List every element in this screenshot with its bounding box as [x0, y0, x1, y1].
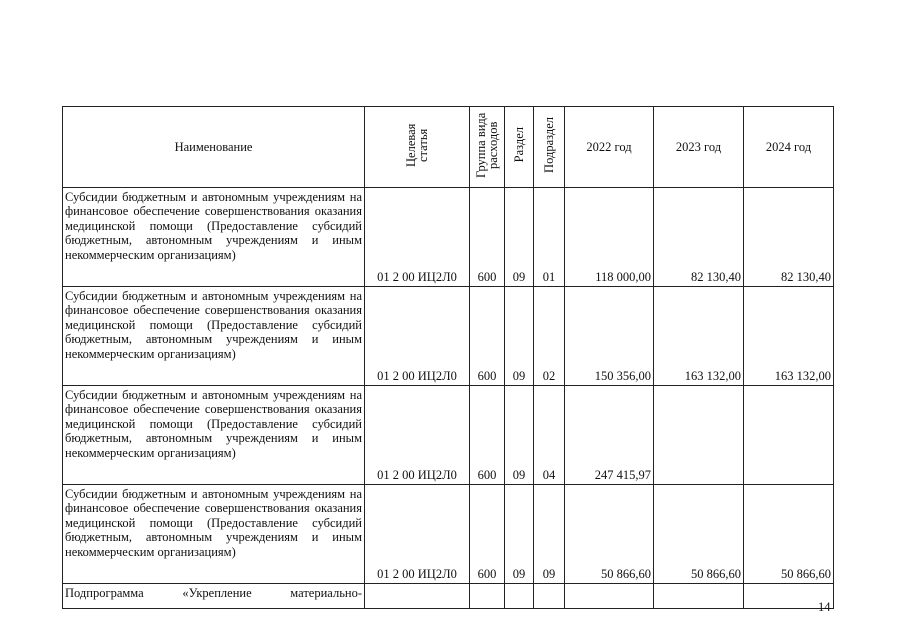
header-subsection: Подраздел: [534, 107, 565, 188]
row-name: Субсидии бюджетным и автономным учреждениям на финансовое обеспечение совершенствования оказания медицинской помощи (Предоставление субсидий бюджетным, автономным учреждениям и иным некоммерческим организациям): [63, 484, 365, 583]
row-amount-2023: [654, 583, 744, 608]
budget-table: [62, 106, 834, 609]
row-expense-group: 600: [470, 385, 505, 484]
row-amount-2022: 50 866,60: [565, 484, 654, 583]
row-amount-2022: 118 000,00: [565, 187, 654, 286]
header-target-article: Целевая статья: [365, 107, 470, 188]
row-name: Субсидии бюджетным и автономным учреждениям на финансовое обеспечение совершенствования оказания медицинской помощи (Предоставление субсидий бюджетным, автономным учреждениям и иным некоммерческим организациям): [63, 187, 365, 286]
row-amount-2023: 163 132,00: [654, 286, 744, 385]
row-amount-2023: 50 866,60: [654, 484, 744, 583]
row-target-article: [365, 583, 470, 608]
row-expense-group: [470, 583, 505, 608]
header-expense-group: Группа вида расходов: [470, 107, 505, 188]
row-target-article: 01 2 00 ИЦ2Л0: [365, 484, 470, 583]
row-section: [505, 583, 534, 608]
row-subsection: 01: [534, 187, 565, 286]
row-target-article: 01 2 00 ИЦ2Л0: [365, 187, 470, 286]
table-row: [63, 187, 834, 286]
header-name: Наименование: [63, 107, 365, 188]
row-target-article: 01 2 00 ИЦ2Л0: [365, 385, 470, 484]
row-amount-2024: 163 132,00: [744, 286, 834, 385]
header-year-2022: 2022 год: [565, 107, 654, 188]
row-expense-group: 600: [470, 187, 505, 286]
table-row: [63, 385, 834, 484]
header-year-2024: 2024 год: [744, 107, 834, 188]
table-header-row: [63, 107, 834, 188]
row-amount-2022: [565, 583, 654, 608]
header-year-2023: 2023 год: [654, 107, 744, 188]
row-section: 09: [505, 187, 534, 286]
row-amount-2022: 247 415,97: [565, 385, 654, 484]
row-amount-2023: 82 130,40: [654, 187, 744, 286]
row-section: 09: [505, 484, 534, 583]
table-row: [63, 286, 834, 385]
row-subsection: 02: [534, 286, 565, 385]
row-expense-group: 600: [470, 484, 505, 583]
row-target-article: 01 2 00 ИЦ2Л0: [365, 286, 470, 385]
row-amount-2023: [654, 385, 744, 484]
row-section: 09: [505, 385, 534, 484]
header-section: Раздел: [505, 107, 534, 188]
row-amount-2024: [744, 385, 834, 484]
row-name: Субсидии бюджетным и автономным учреждениям на финансовое обеспечение совершенствования оказания медицинской помощи (Предоставление субсидий бюджетным, автономным учреждениям и иным некоммерческим организациям): [63, 286, 365, 385]
page-number: 14: [818, 600, 831, 614]
row-expense-group: 600: [470, 286, 505, 385]
row-amount-2024: 50 866,60: [744, 484, 834, 583]
row-amount-2024: 82 130,40: [744, 187, 834, 286]
row-subsection: 04: [534, 385, 565, 484]
row-section: 09: [505, 286, 534, 385]
row-name: Субсидии бюджетным и автономным учреждениям на финансовое обеспечение совершенствования оказания медицинской помощи (Предоставление субсидий бюджетным, автономным учреждениям и иным некоммерческим организациям): [63, 385, 365, 484]
row-subsection: 09: [534, 484, 565, 583]
table-row: [63, 583, 834, 608]
row-amount-2022: 150 356,00: [565, 286, 654, 385]
row-name-subprogram: Подпрограмма «Укрепление материально-: [63, 583, 365, 608]
table-row: [63, 484, 834, 583]
row-subsection: [534, 583, 565, 608]
